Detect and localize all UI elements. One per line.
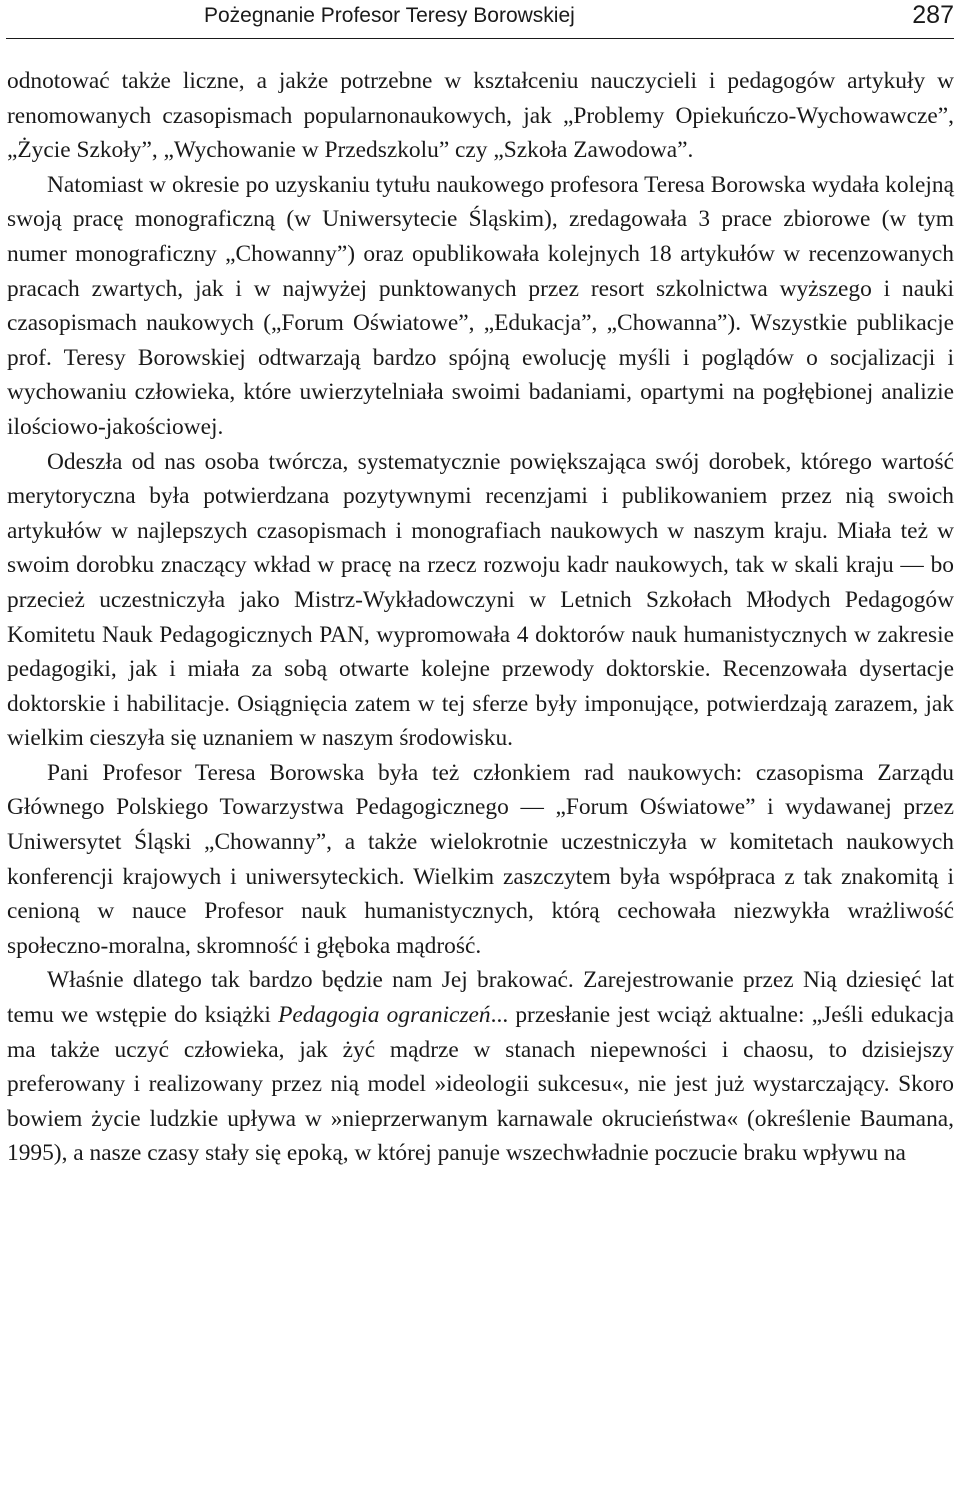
page-header — [6, 0, 954, 39]
legacy-text-after: ... przesłanie jest wciąż aktualne: „Jeśli edukacja ma także uczyć człowieka, jak żyć mądrze w stanach niepewności i chaosu, to dzisiejszy preferowany i realizowany przez nią model »ideologii sukcesu«, nie jest już wystarczający. Skoro bowiem życie ludzkie upływa w »nieprzerwanym karnawale okrucieństwa« (określenie Baumana, 1995), a nasze czasy stały się epoką, w której panuje wszechwładnie poczucie braku wpływu na — [7, 1002, 954, 1167]
legacy-text-before: Właśnie dlatego tak bardzo będzie nam Jej brakować. Zarejestrowanie przez Nią dziesięć lat temu we wstępie do książki — [7, 967, 954, 1029]
page-number: 287 — [912, 1, 954, 29]
body-text — [7, 64, 954, 1171]
paragraph-publications: Natomiast w okresie po uzyskaniu tytułu naukowego profesora Teresa Borowska wydała kolejną swoją pracę monograficzną (w Uniwersytecie Śląskim), zredagowała 3 prace zbiorowe (w tym numer monograficzny „Chowanny”) oraz opublikowała kolejnych 18 artykułów w recenzowanych pracach zwartych, jak i w najwyżej punktowanych przez resort szkolnictwa wyższego i nauki czasopismach naukowych („Forum Oświatowe”, „Edukacja”, „Chowanna”). Wszystkie publikacje prof. Teresy Borowskiej odtwarzają bardzo spójną ewolucję myśli i poglądów o socjalizacji i wychowaniu człowieka, które uwierzytelniała swoimi badaniami, opartymi na pogłębionej analizie ilościowo-jakościowej. — [7, 171, 954, 440]
paragraph-scientific-councils: Pani Profesor Teresa Borowska była też członkiem rad naukowych: czasopisma Zarządu Głównego Polskiego Towarzystwa Pedagogicznego — „Forum Oświatowe” i wydawanej przez Uniwersytet Śląski „Chowanny”, a także wielokrotnie uczestniczyła w komitetach naukowych konferencji krajowych i uniwersyteckich. Wielkim zaszczytem była współpraca z tak znakomitą i cenioną w nauce Profesor nauk humanistycznych, którą cechowała niezwykła wrażliwość społeczno-moralna, skromność i głęboka mądrość. — [7, 759, 954, 959]
book-title: Pedagogia ograniczeń — [278, 1002, 491, 1029]
paragraph-achievements: Odeszła od nas osoba twórcza, systematycznie powiększająca swój dorobek, którego wartość merytoryczna była potwierdzana pozytywnymi recenzjami i publikowaniem przez nią swoich artykułów w najlepszych czasopismach i monografiach naukowych w naszym kraju. Miała też w swoim dorobku znaczący wkład w pracę na rzecz rozwoju kadr naukowych, tak w skali kraju — bo przecież uczestniczyła jako Mistrz-Wykładowczyni w Letnich Szkołach Młodych Pedagogów Komitetu Nauk Pedagogicznych PAN, wypromowała 4 doktorów nauk humanistycznych w zakresie pedagogiki, jak i miała za sobą otwarte kolejne przewody doktorskie. Recenzowała dysertacje doktorskie i habilitacje. Osiągnięcia zatem w tej sferze były imponujące, potwierdzają zarazem, jak wielkim cieszyła się uznaniem w naszym środowisku. — [7, 448, 954, 752]
paragraph-continuation: odnotować także liczne, a jakże potrzebne w kształceniu nauczycieli i pedagogów artykuły w renomowanych czasopismach popularnonaukowych, jak „Problemy Opiekuńczo-Wychowawcze”, „Życie Szkoły”, „Wychowanie w Przedszkolu” czy „Szkoła Zawodowa”. — [7, 68, 954, 164]
running-title: Pożegnanie Profesor Teresy Borowskiej — [204, 4, 575, 27]
paragraph-legacy — [7, 963, 954, 1171]
